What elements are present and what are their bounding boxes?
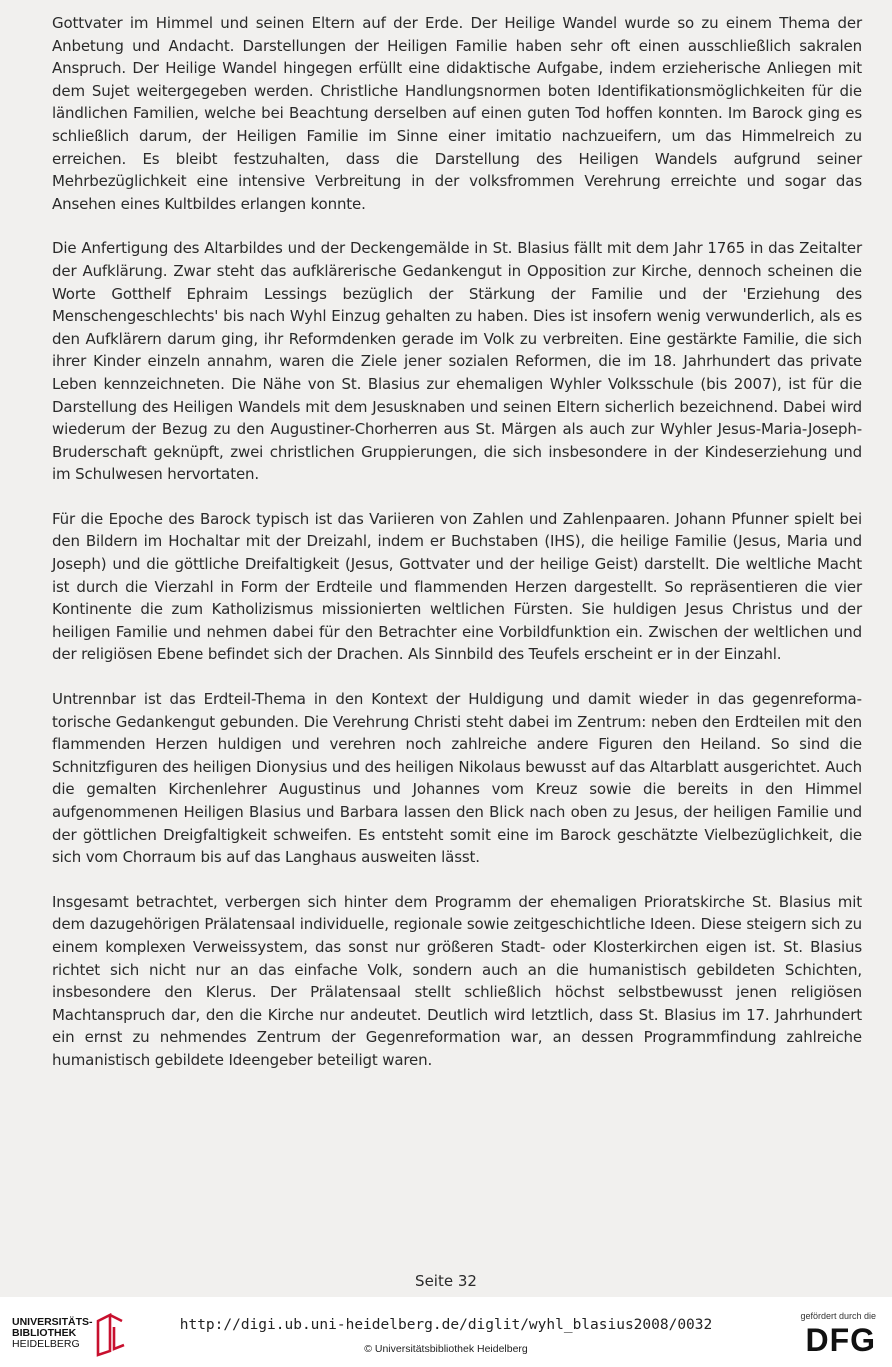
page-body bbox=[52, 12, 862, 1094]
library-name-line2: BIBLIOTHEK bbox=[12, 1327, 77, 1339]
paragraph-1: Gottvater im Himmel und seinen Eltern auf der Erde. Der Heilige Wandel wurde so zu einem Thema der Anbetung und Andacht. Darstellungen der Heiligen Familie haben sehr oft einen ausschließlich sakralen Anspruch. Der Heilige Wandel hingegen erfüllt eine didaktische Aufgabe, indem erzieherische Anliegen mit dem Sujet weitergegeben werden. Christliche Handlungsnormen boten Identifikationsmöglichkeiten für die ländlichen Familien, welche bei Beachtung derselben auf einen guten Tod hoffen konnten. Im Barock ging es schließlich darum, der Heiligen Familie im Sinne einer imitatio nachzueifern, um das Himmelreich zu erreichen. Es bleibt festzuhalten, dass die Darstellung des Heiligen Wandels aufgrund seiner Mehrbezüglichkeit eine intensive Verbreitung in der volksfrommen Verehrung erreichte und sogar das Ansehen eines Kultbildes erlangen konnte. bbox=[52, 14, 862, 213]
dfg-logo[interactable]: DFG bbox=[805, 1322, 876, 1358]
page-number: Seite 32 bbox=[415, 1272, 477, 1290]
funding-caption: gefördert durch die bbox=[800, 1311, 876, 1321]
paragraph-5: Insgesamt betrachtet, verbergen sich hinter dem Programm der ehemaligen Prioratskirche St. Blasius mit dem dazugehörigen Prälatensaal individuelle, regionale sowie zeitgeschichtliche Ideen. Diese steigern sich zu einem komplexen Verweissystem, das sonst nur größeren Stadt- oder Klosterkirchen eigen ist. St. Blasius richtet sich nicht nur an das einfache Volk, sondern auch an die humanistisch gebildeten Schichten, insbesondere den Klerus. Der Prälatensaal stellt schließlich höchst selbstbewusst jenen religiösen Machtanspruch dar, den die Kirche nur andeutet. Deutlich wird letztlich, dass St. Blasius im 17. Jahrhundert ein ernst zu nehmendes Zentrum der Gegenreformation war, an dessen Programmfindung zahlreiche humanistisch gebildete Ideengeber beteiligt waren. bbox=[52, 892, 862, 1069]
library-name-line1: UNIVERSITÄTS- bbox=[12, 1316, 93, 1328]
copyright-notice: © Universitätsbibliothek Heidelberg bbox=[364, 1343, 528, 1355]
footer bbox=[0, 1297, 892, 1367]
paragraph-3: Für die Epoche des Barock typisch ist das Variieren von Zahlen und Zahlenpaaren. Johann Pfunner spielt bei den Bildern im Hochaltar mit der Dreizahl, indem er Buchstaben (IHS), die heilige Familie (Jesus, Maria und Joseph) und die göttliche Dreifaltigkeit (Jesus, Gottvater und der heilige Geist) darstellt. Die weltliche Macht ist durch die Vierzahl in Form der Erdteile und flammenden Herzen dargestellt. So repräsentieren die vier Kontinente die zum Katholizismus missionierten weltlichen Fürsten. Sie huldigen Jesus Christus und der heiligen Familie und nehmen dabei für den Betrachter eine Vorbildfunktion ein. Zwischen der weltlichen und der religiösen Ebene befindet sich der Drachen. Als Sinnbild des Teufels erscheint er in der Einzahl. bbox=[52, 509, 862, 664]
library-name-line3: HEIDELBERG bbox=[12, 1338, 80, 1350]
paragraph-2: Die Anfertigung des Altarbildes und der Deckengemälde in St. Blasius fällt mit dem Jahr 1765 in das Zeitalter der Aufklärung. Zwar steht das aufklärerische Gedankengut in Opposition zur Kirche, dennoch scheinen die Worte Gotthelf Ephraim Lessings bezüglich der Stärkung der Familie und der 'Erziehung des Menschengeschlechts' bis nach Wyhl Einzug gehalten zu haben. Dies ist insofern wenig verwunderlich, als es den Aufklärern darum ging, ihr Reformdenken gerade im Volk zu verbreiten. Eine gestärkte Familie, die sich ihrer Kinder einzeln annahm, waren die Ziele jener sozialen Reformen, die im 18. Jahrhundert das private Leben kennzeichneten. Die Nähe von St. Blasius zur ehemaligen Wyhler Volksschule (bis 2007), ist für die Darstellung des Heiligen Wandels mit dem Jesusknaben und seinen Eltern sicherlich bezeichnend. Dabei wird wiederum der Bezug zu den Augustiner-Chorherren aus St. Märgen als auch zur Wyhler Jesus-Maria-Joseph-Bruderschaft geknüpft, zwei christlichen Gruppierungen, die sich insbesondere in der Kindeserziehung und im Schulwesen hervortaten. bbox=[52, 239, 862, 484]
permalink-url[interactable]: http://digi.ub.uni-heidelberg.de/diglit/wyhl_blasius2008/0032 bbox=[179, 1317, 713, 1333]
paragraph-4: Untrennbar ist das Erdteil-Thema in den Kontext der Huldigung und damit wieder in das gegenreformatorische Gedankengut gebunden. Die Verehrung Christi steht dabei im Zentrum: neben den Erdteilen mit den flammenden Herzen huldigen und verehren noch zahlreiche andere Figuren den Heiland. So sind die Schnitzfiguren des heiligen Dionysius und des heiligen Nikolaus bewusst auf das Altarblatt ausgerichtet. Auch die gemalten Kirchenlehrer Augustinus und Johannes vom Kreuz sowie die bereits in den Himmel aufgenommenen Heiligen Blasius und Barbara lassen den Blick nach oben zu Jesus, der heiligen Familie und der göttlichen Dreigfaltigkeit schweifen. Es entsteht somit eine im Barock geschätzte Vielbezüglichkeit, die sich vom Chorraum bis auf das Langhaus ausweiten lässt. bbox=[52, 690, 862, 867]
